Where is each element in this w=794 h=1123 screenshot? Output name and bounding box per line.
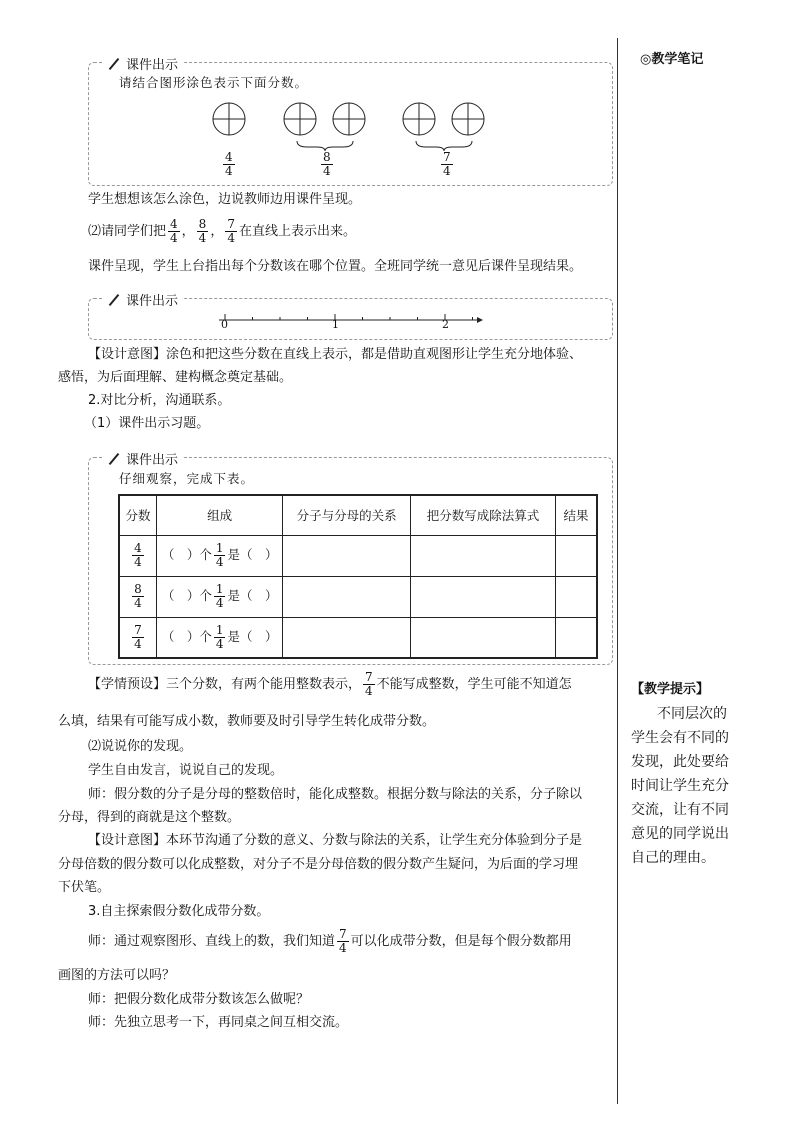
circle-quarters xyxy=(452,103,484,135)
teaching-tip-line: 不同层次的 xyxy=(657,706,727,722)
section-heading: 2.对比分析，沟通联系。 xyxy=(88,393,231,408)
exercise-table xyxy=(118,494,598,659)
table-row xyxy=(119,617,597,658)
division-cell[interactable] xyxy=(410,535,555,576)
teacher-line-cont: 分母，得到的商就是这个整数。 xyxy=(58,810,241,825)
result-cell[interactable] xyxy=(556,617,597,658)
box-label: 课件出示 xyxy=(103,449,182,468)
fraction-label: $\frac{8}{4}$ xyxy=(323,150,331,178)
teaching-tip-line: 自己的理由。 xyxy=(631,850,715,866)
column-header: 把分数写成除法算式 xyxy=(410,495,555,535)
paragraph: 学生想想该怎么涂色，边说教师边用课件呈现。 xyxy=(88,192,362,207)
circle-quarters xyxy=(403,103,435,135)
learning-preset-cont: 么填，结果有可能写成小数，教师要及时引导学生转化成带分数。 xyxy=(58,714,436,729)
design-intent-cont: 分母倍数的假分数可以化成整数，对分子不是分母倍数的假分数产生疑问，为后面的学习埋 xyxy=(58,857,579,872)
circle-quarters xyxy=(213,103,245,135)
teaching-tip xyxy=(631,678,741,870)
teacher-line: 师：通过观察图形、直线上的数，我们知道 $\frac{7}{4}$ 可以化成带分数，但是每个假分数都用 xyxy=(88,927,572,955)
box-label: 课件出示 xyxy=(103,290,182,309)
design-intent: 【设计意图】本环节沟通了分数的意义、分数与除法的关系，让学生充分体验到分子是 xyxy=(88,833,583,848)
number-line xyxy=(89,299,612,339)
circle-quarters xyxy=(284,103,316,135)
teacher-line: 师：把假分数化成带分数该怎么做呢？ xyxy=(88,992,310,1007)
table-row xyxy=(119,576,597,617)
column-header: 结果 xyxy=(556,495,597,535)
notes-header: ◎教学笔记 xyxy=(640,52,704,67)
fraction-cell: $\frac{7}{4}$ xyxy=(119,617,156,658)
margin-divider xyxy=(617,38,618,1104)
division-cell[interactable] xyxy=(410,617,555,658)
learning-preset: 【学情预设】三个分数，有两个能用整数表示， $\frac{7}{4}$ 不能写成整数，学生可能不知道怎 xyxy=(88,670,572,698)
relation-cell[interactable] xyxy=(283,576,410,617)
circles-figure xyxy=(89,63,612,185)
teaching-tip-title: 【教学提示】 xyxy=(631,682,710,697)
teaching-tip-line: 学生会有不同的 xyxy=(631,730,729,746)
paragraph: ⑵说说你的发现。 xyxy=(88,739,193,754)
composition-cell: （ ）个 $\frac{1}{4}$ 是（ ） xyxy=(156,535,283,576)
table-row xyxy=(119,535,597,576)
paragraph: 课件呈现，学生上台指出每个分数该在哪个位置。全班同学统一意见后课件呈现结果。 xyxy=(88,259,583,274)
composition-cell: （ ）个 $\frac{1}{4}$ 是（ ） xyxy=(156,576,283,617)
teaching-tip-line: 意见的同学说出 xyxy=(631,826,729,842)
teaching-tip-line: 发现，此处要给 xyxy=(631,754,729,770)
teaching-tip-line: 交流，让有不同 xyxy=(631,802,729,818)
fraction-label: $\frac{7}{4}$ xyxy=(443,150,451,178)
design-intent-cont: 下伏笔。 xyxy=(58,880,111,895)
column-header: 组成 xyxy=(156,495,283,535)
result-cell[interactable] xyxy=(556,535,597,576)
design-intent: 【设计意图】涂色和把这些分数在直线上表示，都是借助直观图形让学生充分地体验、 xyxy=(88,347,583,362)
relation-cell[interactable] xyxy=(283,535,410,576)
division-cell[interactable] xyxy=(410,576,555,617)
fraction: $\frac{7}{4}$ xyxy=(339,927,347,955)
circle-quarters xyxy=(333,103,365,135)
teaching-tip-line: 时间让学生充分 xyxy=(631,778,729,794)
courseware-box-2 xyxy=(88,294,613,340)
fraction: $\frac{8}{4}$ xyxy=(198,217,207,245)
box-label: 课件出示 xyxy=(103,54,182,73)
box-instruction: 请结合图形涂色表示下面分数。 xyxy=(119,75,309,90)
paragraph: （1）课件出示习题。 xyxy=(84,416,210,431)
box-instruction: 仔细观察，完成下表。 xyxy=(119,471,255,486)
courseware-box-1 xyxy=(88,58,613,186)
pen-icon xyxy=(109,452,120,464)
teacher-line: 师：先独立思考一下，再同桌之间互相交流。 xyxy=(88,1015,349,1030)
paragraph-fractions: ⑵请同学们把 $\frac{4}{4}$ ， $\frac{8}{4}$ ， $\frac{7}{4}$ 在直线上表示出来。 xyxy=(88,217,356,245)
fraction: $\frac{4}{4}$ xyxy=(170,217,178,245)
fraction-cell: $\frac{4}{4}$ xyxy=(119,535,156,576)
result-cell[interactable] xyxy=(556,576,597,617)
fraction: $\frac{7}{4}$ xyxy=(227,217,235,245)
design-intent-cont: 感悟，为后面理解、建构概念奠定基础。 xyxy=(58,370,293,385)
fraction-label: $\frac{4}{4}$ xyxy=(225,150,233,178)
teacher-line: 师：假分数的分子是分母的整数倍时，能化成整数。根据分数与除法的关系，分子除以 xyxy=(88,787,583,802)
column-header: 分子与分母的关系 xyxy=(283,495,410,535)
tick-label: 1 xyxy=(332,318,339,331)
section-heading: 3.自主探索假分数化成带分数。 xyxy=(88,904,270,919)
composition-cell: （ ）个 $\frac{1}{4}$ 是（ ） xyxy=(156,617,283,658)
relation-cell[interactable] xyxy=(283,617,410,658)
tick-label: 2 xyxy=(442,318,449,331)
paragraph: 学生自由发言，说说自己的发现。 xyxy=(88,763,284,778)
fraction-cell: $\frac{8}{4}$ xyxy=(119,576,156,617)
fraction: $\frac{7}{4}$ xyxy=(365,670,373,698)
teacher-line-cont: 画图的方法可以吗？ xyxy=(58,968,176,983)
column-header: 分数 xyxy=(119,495,156,535)
tick-label: 0 xyxy=(221,318,228,331)
